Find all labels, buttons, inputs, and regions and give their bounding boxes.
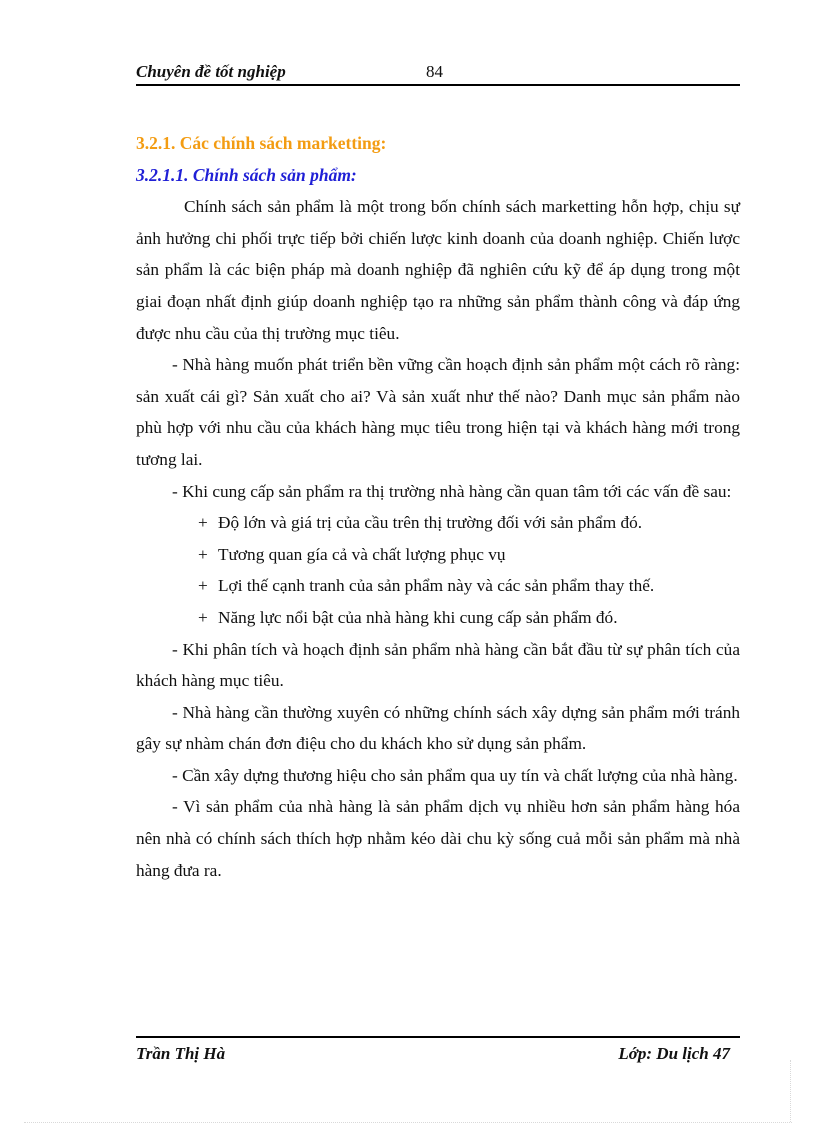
- page-number: 84: [426, 62, 443, 81]
- body-paragraph: - Khi cung cấp sản phẩm ra thị trường nhà hàng cần quan tâm tới các vấn đề sau:: [172, 481, 732, 501]
- page-header: [136, 60, 740, 86]
- body-paragraph: - Vì sản phẩm của nhà hàng là sản phẩm dịch vụ nhiều hơn sản phẩm hàng hóa nên nhà có chính sách thích hợp nhằm kéo dài chu kỳ sống cuả mỗi sản phẩm mà nhà hàng đưa ra.: [136, 797, 740, 880]
- document-title: Chuyên đề tốt nghiệp: [136, 62, 286, 81]
- plus-list-item: [136, 539, 740, 571]
- plus-sign: +: [198, 576, 208, 596]
- plus-sign: +: [198, 513, 208, 533]
- intro-paragraph: Chính sách sản phẩm là một trong bốn chính sách marketting hỗn hợp, chịu sự ảnh hưởng chi phối trực tiếp bởi chiến lược kinh doanh của doanh nghiệp. Chiến lược sản phẩm là các biện pháp mà doanh nghiệp đã nghiên cứu kỹ để áp dụng trong một giai đoạn nhất định giúp doanh nghiệp tạo ra những sản phẩm thành công và đáp ứng được nhu cầu của thị trường mục tiêu.: [136, 197, 740, 343]
- plus-list-item: [136, 507, 740, 539]
- plus-list-text: Năng lực nổi bật của nhà hàng khi cung cấp sản phẩm đó.: [218, 607, 618, 627]
- plus-list-text: Độ lớn và giá trị của cầu trên thị trường đối với sản phẩm đó.: [218, 513, 643, 533]
- body-paragraph: - Nhà hàng muốn phát triển bền vững cần hoạch định sản phẩm một cách rõ ràng: sản xuất cái gì? Sản xuất cho ai? Và sản xuất như thế nào? Danh mục sản phẩm nào phù hợp với nhu cầu của khách hàng mục tiêu trong hiện tại và khách hàng mới trong tương lai.: [136, 355, 740, 469]
- body-paragraph: - Cần xây dựng thương hiệu cho sản phẩm qua uy tín và chất lượng của nhà hàng.: [172, 765, 738, 785]
- page-footer: [136, 1036, 740, 1068]
- page-content: [136, 128, 740, 886]
- section-subheading: 3.2.1.1. Chính sách sản phẩm:: [136, 164, 357, 185]
- plus-list-text: Tương quan gía cả và chất lượng phục vụ: [218, 544, 506, 564]
- plus-list-item: [136, 570, 740, 602]
- plus-list-item: [136, 602, 740, 634]
- page-edge-divider: [790, 1060, 791, 1122]
- section-heading: 3.2.1. Các chính sách marketting:: [136, 133, 387, 153]
- body-paragraph: - Khi phân tích và hoạch định sản phẩm nhà hàng cần bắt đầu từ sự phân tích của khách hàng mục tiêu.: [136, 639, 740, 691]
- footer-class: Lớp: Du lịch 47: [618, 1044, 730, 1063]
- plus-sign: +: [198, 544, 208, 564]
- body-paragraph: - Nhà hàng cần thường xuyên có những chính sách xây dựng sản phẩm mới tránh gây sự nhàm chán đơn điệu cho du khách kho sử dụng sản phẩm.: [136, 702, 740, 754]
- plus-sign: +: [198, 607, 208, 627]
- footer-author: Trần Thị Hà: [136, 1044, 226, 1063]
- plus-list-text: Lợi thế cạnh tranh của sản phẩm này và các sản phẩm thay thế.: [218, 576, 655, 596]
